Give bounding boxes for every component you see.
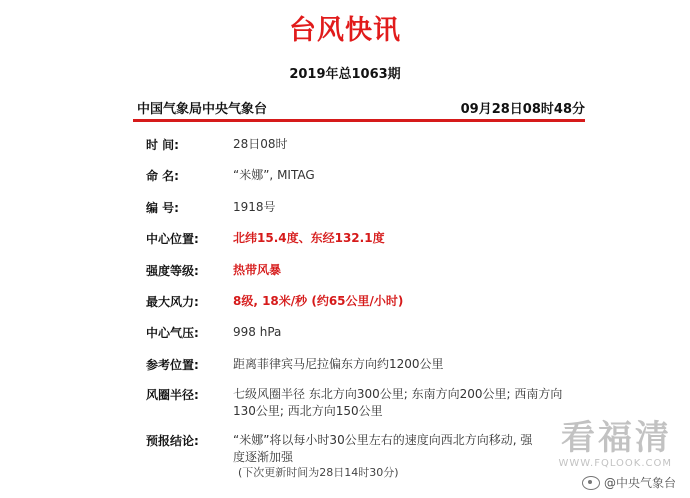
header-divider xyxy=(133,119,585,122)
field-label: 中心位置: xyxy=(146,232,199,246)
issued-time: 09月28日08时48分 xyxy=(460,102,585,117)
weibo-icon xyxy=(582,476,600,490)
field-label: 最大风力: xyxy=(146,295,199,309)
watermark-url: WWW.FQLOOK.COM xyxy=(558,458,672,469)
field-value: 998 hPa xyxy=(233,325,282,339)
field-label: 强度等级: xyxy=(146,264,199,278)
field-label: 时 间: xyxy=(146,138,179,152)
field-label: 参考位置: xyxy=(146,358,199,372)
issue-number: 2019年总1063期 xyxy=(289,67,401,82)
field-value: 热带风暴 xyxy=(233,263,282,277)
organization-name: 中国气象局中央气象台 xyxy=(137,102,268,117)
field-value: 七级风圈半径 东北方向300公里; 东南方向200公里; 西南方向130公里; 西北方向150公里 xyxy=(233,387,563,418)
field-value: 北纬15.4度、东经132.1度 xyxy=(233,231,385,245)
field-label: 预报结论: xyxy=(146,434,199,448)
field-label: 编 号: xyxy=(146,201,179,215)
next-update-note: (下次更新时间为28日14时30分) xyxy=(238,466,399,479)
field-label: 中心气压: xyxy=(146,326,199,340)
weibo-credit xyxy=(582,474,676,491)
field-value: 8级, 18米/秒 (约65公里/小时) xyxy=(233,294,404,308)
field-value: 1918号 xyxy=(233,200,276,214)
field-value: 28日08时 xyxy=(233,137,288,151)
weibo-handle: @中央气象台 xyxy=(603,476,676,490)
field-label: 风圈半径: xyxy=(146,388,199,402)
watermark xyxy=(559,420,673,469)
field-value: “米娜”, MITAG xyxy=(233,168,315,182)
field-label: 命 名: xyxy=(146,169,179,183)
page-title: 台风快讯 xyxy=(289,15,401,46)
watermark-text: 看福清 xyxy=(561,418,672,458)
field-value: 距离菲律宾马尼拉偏东方向约1200公里 xyxy=(233,357,444,371)
field-value: “米娜”将以每小时30公里左右的速度向西北方向移动, 强度逐渐加强 xyxy=(233,433,533,464)
